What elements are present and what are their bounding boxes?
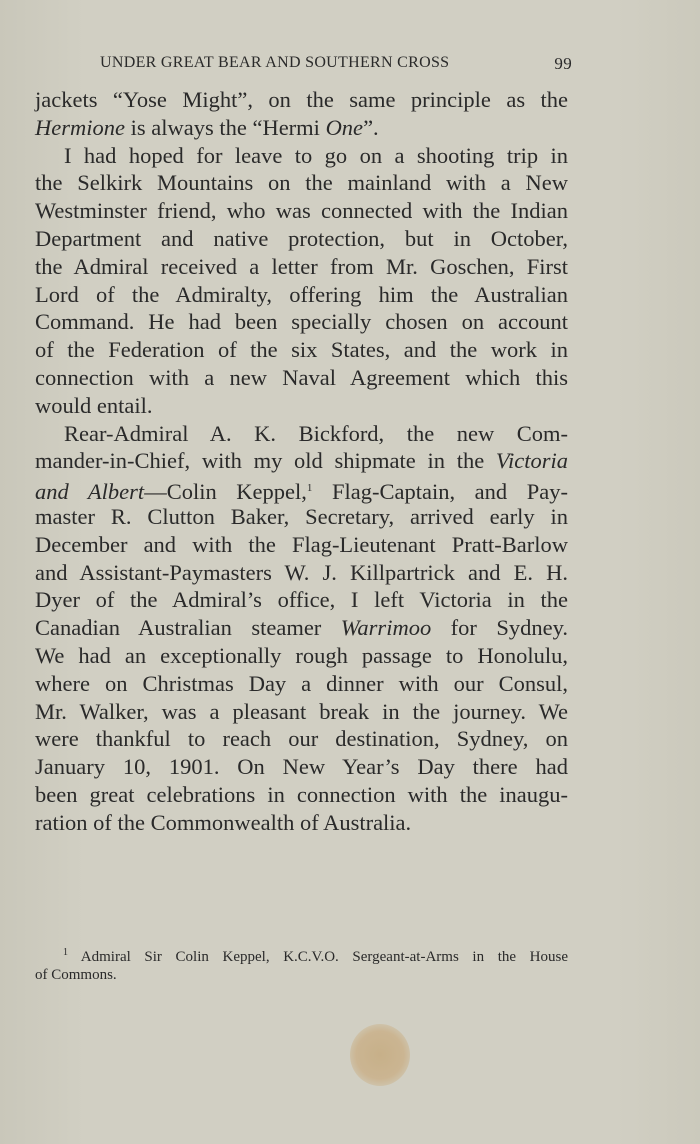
text-line: Westminster friend, who was connected with the Indian [35,198,568,224]
ship-name: Victoria [495,448,568,474]
text-line [35,447,568,475]
text-line: the Admiral received a letter from Mr. Goschen, First [35,253,568,279]
text-line: December and with the Flag-Lieutenant Pratt-Barlow [35,531,568,557]
running-head: UNDER GREAT BEAR AND SOUTHERN CROSS [100,54,450,71]
text-span: for Sydney. [431,615,568,641]
text-line: master R. Clutton Baker, Secretary, arrived early in [35,503,568,529]
page-number: 99 [554,54,572,73]
footnote-line [35,944,568,966]
text-line [35,475,568,503]
text-line: been great celebrations in connection with the inaugu- [35,781,568,807]
text-line: and Assistant-Paymasters W. J. Killpartrick and E. H. [35,559,568,585]
ship-name: Warrimoo [340,615,432,641]
ship-name-part: and Albert [35,479,145,505]
text-line: Command. He had been specially chosen on account [35,309,568,335]
text-line: connection with a new Naval Agreement which this [35,364,568,390]
footnote-line: of Commons. [35,967,117,983]
text-span: —Colin Keppel, [144,479,307,505]
text-line: Mr. Walker, was a pleasant break in the journey. We [35,698,568,724]
paper-stain [350,1024,410,1086]
footnote [35,944,568,984]
text-line: jackets “Yose Might”, on the same principle as the [35,87,568,112]
text-line: I had hoped for leave to go on a shooting trip in [64,142,568,168]
text-line: Dyer of the Admiral’s office, I left Victoria in the [35,587,568,613]
text-line: January 10, 1901. On New Year’s Day there had [35,754,568,780]
page-header [100,54,572,78]
text-span: ”. [363,114,379,140]
ship-name: Hermione [35,114,125,140]
text-line [35,114,568,142]
text-line: Lord of the Admiralty, offering him the Australian [35,281,568,307]
text-line: Department and native protection, but in October, [35,225,568,251]
text-line: Rear-Admiral A. K. Bickford, the new Com- [64,420,568,446]
text-span: is always the “Hermi [124,114,326,140]
footnote-reference: 1 [306,482,313,495]
footnote-marker: 1 [63,947,68,958]
text-line: ration of the Commonwealth of Australia. [35,809,412,835]
text-line: the Selkirk Mountains on the mainland with a New [35,170,568,196]
text-line: of the Federation of the six States, and the work in [35,337,568,363]
text-line: were thankful to reach our destination, Sydney, on [35,726,568,752]
text-line: We had an exceptionally rough passage to Honolulu, [35,642,568,668]
body-text [35,86,568,837]
ship-name-part: One [325,114,364,140]
text-span: Canadian Australian steamer [35,615,341,641]
text-span: mander-in-Chief, with my old shipmate in the [35,448,496,474]
text-line [35,614,568,642]
text-line: where on Christmas Day a dinner with our Consul, [35,670,568,696]
text-span: Flag-Captain, and Pay- [312,479,568,505]
text-span: Admiral Sir Colin Keppel, K.C.V.O. Sergeant-at-Arms in the House [68,949,568,965]
text-line: would entail. [35,392,153,418]
